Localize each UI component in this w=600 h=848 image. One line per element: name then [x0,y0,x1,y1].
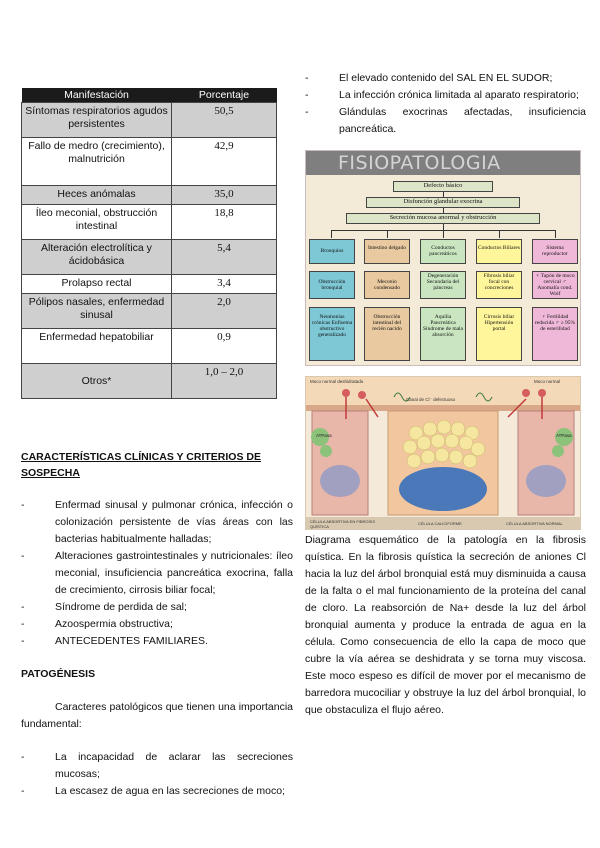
fisio-organ-box: Bronquios [309,239,355,264]
right-bullet: - El elevado contenido del SAL EN EL SUDOR; [305,72,553,84]
table-row [22,240,277,275]
fisio-mid-box: Obstrucción bronquial [309,271,355,299]
row-label: Síntomas respiratorios agudos persistentes [22,103,172,138]
clinical-bullet: - ANTECEDENTES FAMILIARES. [21,635,208,647]
row-label: Fallo de medro (crecimiento), malnutrición [22,138,172,186]
fisio-bottom-box: ♀ Fertilidad reducida ♂ ≥ 95% de esterilidad [532,307,578,361]
fisio-top-box: Secreción mucosa anormal y obstrucción [346,213,540,224]
fisio-mid-box: Meconio condensado [364,271,410,299]
pathogenesis-bullet: - La incapacidad de aclarar las secreciones mucosas; [21,751,293,780]
row-label: Íleo meconial, obstrucción intestinal [22,205,172,240]
table-row [22,186,277,205]
pathogenesis-title: PATOGÉNESIS [21,668,96,680]
fisio-top-box: Disfunción glandular exocrina [366,197,520,208]
table-row [22,275,277,294]
fisio-bottom-box: Aquilia Pancreática Síndrome de mala absorción [420,307,466,361]
row-label: Alteración electrolítica y ácidobásica [22,240,172,275]
fisio-top-box: Defecto básico [393,181,493,192]
row-value: 35,0 [172,186,277,205]
right-bullet: - Glándulas exocrinas afectadas, insuficiencia pancreática. [305,106,586,135]
diagram-caption: Diagrama esquemático de la patología en la fibrosis quística. En la fibrosis quística la secreción de aniones Cl hacia la luz del árbol bronquial está muy disminuida a causa de la falta o el mal funcionamiento de la proteína del canal de cloro. La reabsorción de Na+ desde la luz del árbol bronquial aumenta y produce la entrada de agua en la célula. Como consecuencia de ello la capa de moco que cubre la vía aérea se deshidrata y se torna muy viscosa. Este moco espeso es difícil de mover por el mecanismo de barredora mucociliar y obstruye la luz del árbol bronquial, lo que obstaculiza el flujo aéreo. [305,534,586,716]
manifestations-table [21,88,277,399]
row-value: 18,8 [172,205,277,240]
clinical-title: CARACTERÍSTICAS CLÍNICAS Y CRITERIOS DE SOSPECHA [21,451,261,479]
left-column [21,88,293,800]
row-label: Pólipos nasales, enfermedad sinusal [22,294,172,329]
table-row [22,294,277,329]
label-goblet: CÉLULA CALICIFORME [418,521,462,526]
row-value: 3,4 [172,275,277,294]
fisio-organ-box: Conductos Biliares [476,239,522,264]
row-value: 50,5 [172,103,277,138]
row-label: Enfermedad hepatobiliar [22,329,172,364]
clinical-bullet: - Enfermad sinusal y pulmonar crónica, infección o colonización persistente de vías áreas con las bacterias habitualmente halladas; [21,499,293,545]
label-mucus-normal: Moco normal [534,379,561,384]
row-value: 0,9 [172,329,277,364]
header-manifestation: Manifestación [22,88,172,103]
label-cell-normal: CÉLULA ABSORTIVA NORMAL [506,521,563,526]
clinical-bullet: - Síndrome de perdida de sal; [21,601,187,613]
table-row [22,364,277,399]
fisio-mid-box: Fibrosis biliar focal con concreciones [476,271,522,299]
label-chloride-channel: Canal de Cl⁻ defectuoso [406,397,456,402]
row-value: 1,0 – 2,0 [172,364,277,399]
table-row [22,329,277,364]
right-column [305,70,586,719]
label-cell-cf: CÉLULA ABSORTIVA EN FIBROSIS QUÍSTICA [310,519,375,529]
fisio-bottom-box: Neumonías crónicas Enfisema obstructivo generalizado [309,307,355,361]
fisio-mid-box: ♀ Tapón de moco cervical ♂ Anomalía cond. Wolf [532,271,578,299]
table-row [22,205,277,240]
label-atpase-right: ATPasa [556,433,572,438]
row-label: Otros* [22,364,172,399]
schematic-diagram [305,376,581,530]
row-value: 42,9 [172,138,277,186]
table-row [22,138,277,186]
fisio-organ-box: Conductos pancreáticos [420,239,466,264]
table-row [22,103,277,138]
row-value: 2,0 [172,294,277,329]
fisio-organ-box: Intestino delgado [364,239,410,264]
pathogenesis-bullet: - La escasez de agua en las secreciones de moco; [21,785,285,797]
row-label: Prolapso rectal [22,275,172,294]
fisio-banner: FISIOPATOLOGIA [306,151,580,175]
row-value: 5,4 [172,240,277,275]
header-percentage: Porcentaje [172,88,277,103]
fisio-bottom-box: Obstrucción intestinal del recién nacido [364,307,410,361]
label-mucus-dehydrated: Moco normal deshidratado [310,379,364,384]
clinical-bullet: - Azoospermia obstructiva; [21,618,173,630]
clinical-bullet: - Alteraciones gastrointestinales y nutricionales: íleo meconial, insuficiencia pancreática exocrina, falla de crecimiento, cirrosis biliar focal; [21,550,293,596]
row-label: Heces anómalas [22,186,172,205]
fisio-organ-box: Sistema reproductor [532,239,578,264]
fisio-bottom-box: Cirrosis biliar Hipertensión portal [476,307,522,361]
table-header-row [22,88,277,103]
label-atpase-left: ATPasa [316,433,332,438]
right-bullet: - La infección crónica limitada al aparato respiratorio; [305,89,579,101]
pathogenesis-intro: Caracteres patológicos que tienen una importancia fundamental: [21,701,293,730]
fisiopatologia-figure [305,150,581,366]
fisio-mid-box: Degeneración Secundaria del páncreas [420,271,466,299]
